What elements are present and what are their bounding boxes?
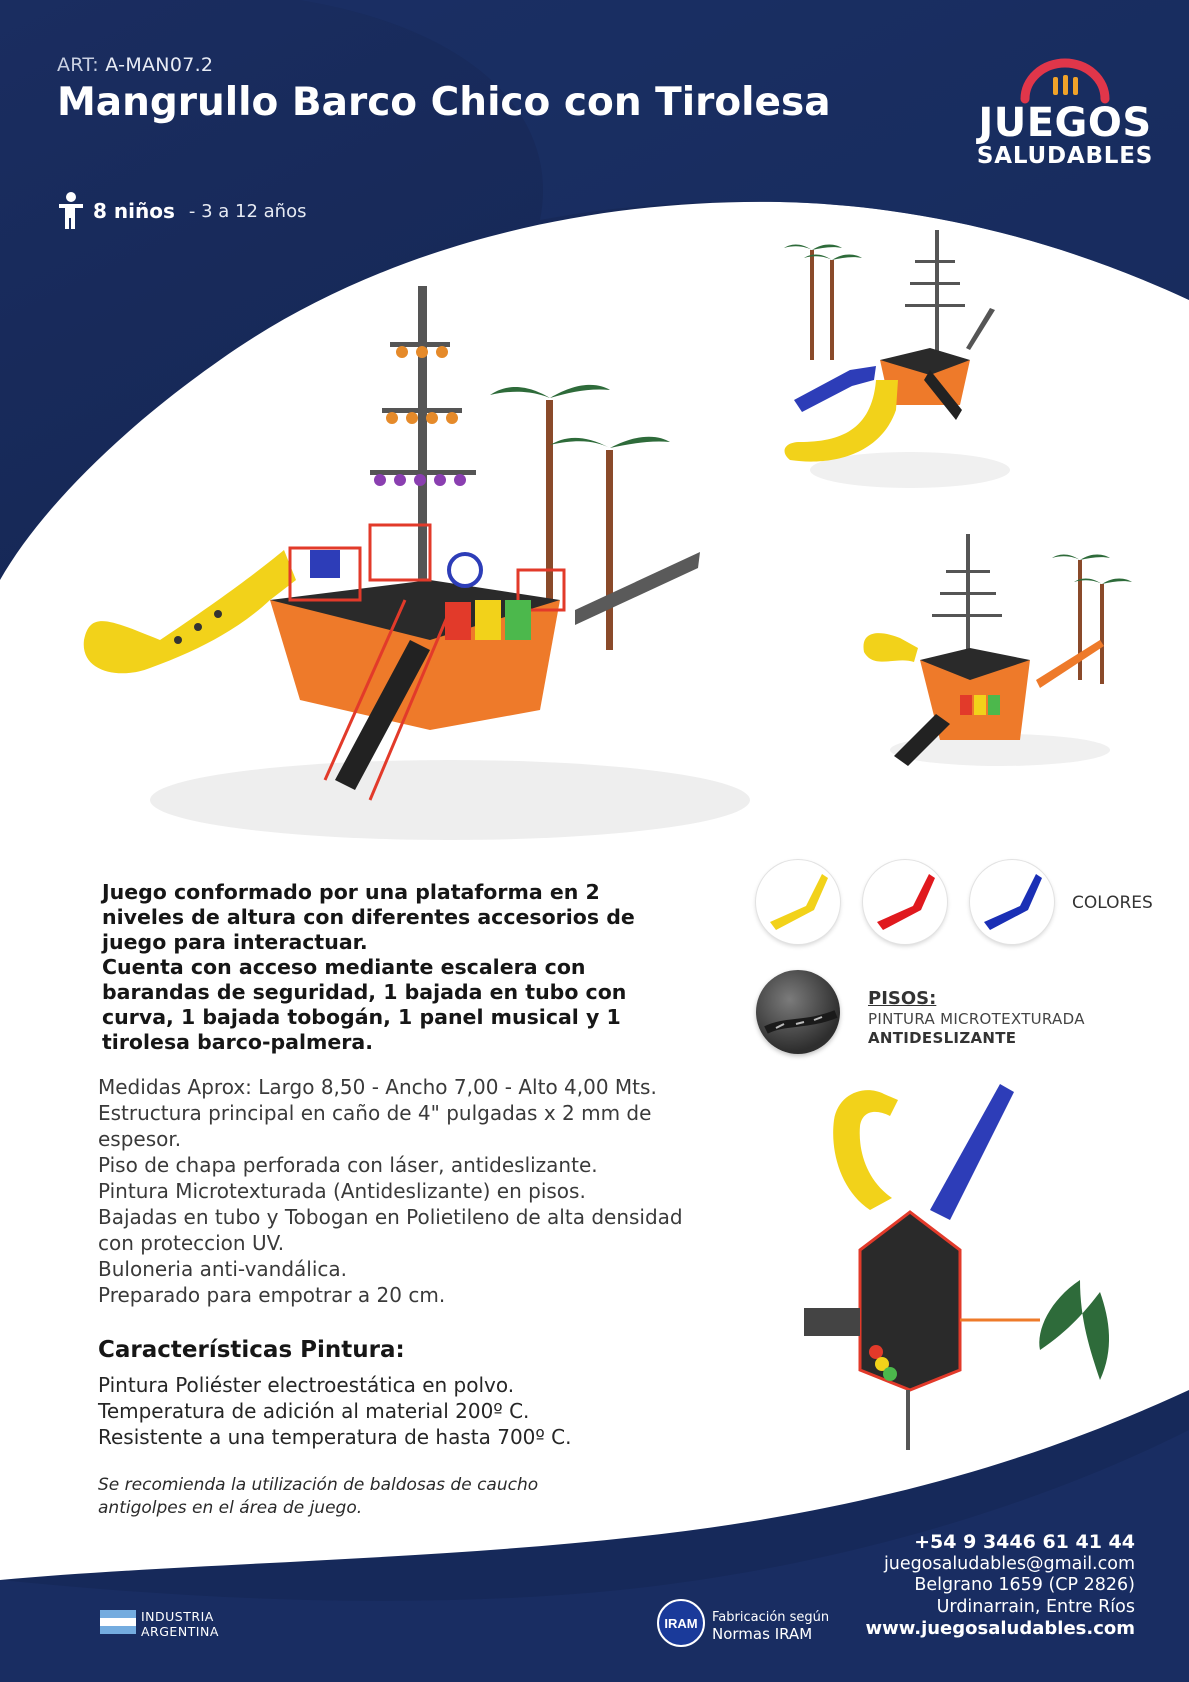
brand-logo	[975, 55, 1155, 169]
article-code	[57, 54, 213, 76]
floor-sample	[756, 970, 840, 1054]
spec-line: Bajadas en tubo y Tobogan en Polietileno de alta densidad con proteccion UV.	[98, 1205, 683, 1255]
spec-line: Buloneria anti-vandálica.	[98, 1257, 348, 1281]
art-code-value: A-MAN07.2	[105, 54, 214, 76]
iram-badge-text: IRAM	[664, 1616, 698, 1631]
spec-line: Pintura Microtexturada (Antideslizante) en pisos.	[98, 1179, 586, 1203]
logo-line-1: JUEGOS	[978, 100, 1152, 146]
arch-icon	[1017, 55, 1113, 105]
industria-line-2: ARGENTINA	[141, 1624, 219, 1639]
spec-line: Estructura principal en caño de 4" pulgadas x 2 mm de espesor.	[98, 1101, 652, 1151]
logo-line-2: SALUDABLES	[976, 143, 1154, 169]
perspective-view-1	[780, 230, 1020, 500]
paint-line: Resistente a una temperatura de hasta 700º C.	[98, 1425, 572, 1449]
main-product-illustration	[70, 280, 760, 870]
contact-email[interactable]: juegosaludables@gmail.com	[883, 1553, 1135, 1574]
iram-seal-icon	[656, 1598, 706, 1648]
product-title: Mangrullo Barco Chico con Tirolesa	[57, 80, 831, 125]
capacity-info	[57, 192, 306, 230]
contact-block	[866, 1532, 1136, 1640]
industria-argentina	[141, 1609, 219, 1639]
kids-count: 8 niños	[93, 199, 175, 223]
slide-icon	[756, 860, 840, 944]
industria-line-1: INDUSTRIA	[141, 1609, 214, 1624]
age-range: - 3 a 12 años	[188, 200, 307, 222]
paint-details	[98, 1372, 572, 1450]
paint-title: Características Pintura:	[98, 1337, 405, 1363]
color-swatch-red	[863, 860, 947, 944]
paint-line: Temperatura de adición al material 200º C.	[98, 1399, 530, 1423]
perspective-view-2	[860, 530, 1160, 780]
slide-icon	[863, 860, 947, 944]
top-view-illustration	[800, 1080, 1130, 1450]
color-swatch-blue	[970, 860, 1054, 944]
color-swatch-yellow	[756, 860, 840, 944]
contact-address-1: Belgrano 1659 (CP 2826)	[914, 1575, 1135, 1595]
product-description	[102, 880, 682, 1055]
floors-line-1: PINTURA MICROTEXTURADA	[868, 1010, 1085, 1028]
contact-website[interactable]: www.juegosaludables.com	[865, 1618, 1135, 1639]
colors-label: COLORES	[1072, 893, 1153, 913]
iram-line-2: Normas IRAM	[712, 1625, 813, 1643]
contact-address-2: Urdinarrain, Entre Ríos	[936, 1596, 1135, 1617]
contact-phone[interactable]: +54 9 3446 61 41 44	[914, 1531, 1135, 1553]
spec-line: Piso de chapa perforada con láser, antideslizante.	[98, 1153, 598, 1177]
art-prefix: ART:	[57, 54, 99, 76]
spec-line: Preparado para empotrar a 20 cm.	[98, 1283, 446, 1307]
specifications-list	[98, 1074, 698, 1308]
slide-icon	[970, 860, 1054, 944]
floors-title: PISOS:	[868, 988, 937, 1009]
recommendation-note: Se recomienda la utilización de baldosas de caucho antigolpes en el área de juego.	[98, 1475, 539, 1518]
child-icon	[57, 192, 85, 230]
argentina-flag-icon	[100, 1610, 136, 1634]
iram-line-1: Fabricación según	[712, 1610, 830, 1625]
floors-line-2: ANTIDESLIZANTE	[868, 1029, 1017, 1047]
floor-texture-icon	[756, 970, 840, 1054]
paint-line: Pintura Poliéster electroestática en polvo.	[98, 1373, 515, 1397]
description-text: Juego conformado por una plataforma en 2 niveles de altura con diferentes accesorios de juego para interactuar. Cuenta con acceso mediante escalera con barandas de seguridad, 1 bajada en tubo con curva, 1 bajada tobogán, 1 panel musical y 1 tirolesa barco-palmera.	[102, 880, 635, 1054]
spec-line: Medidas Aprox: Largo 8,50 - Ancho 7,00 - Alto 4,00 Mts.	[98, 1075, 657, 1099]
iram-certification	[712, 1609, 829, 1643]
